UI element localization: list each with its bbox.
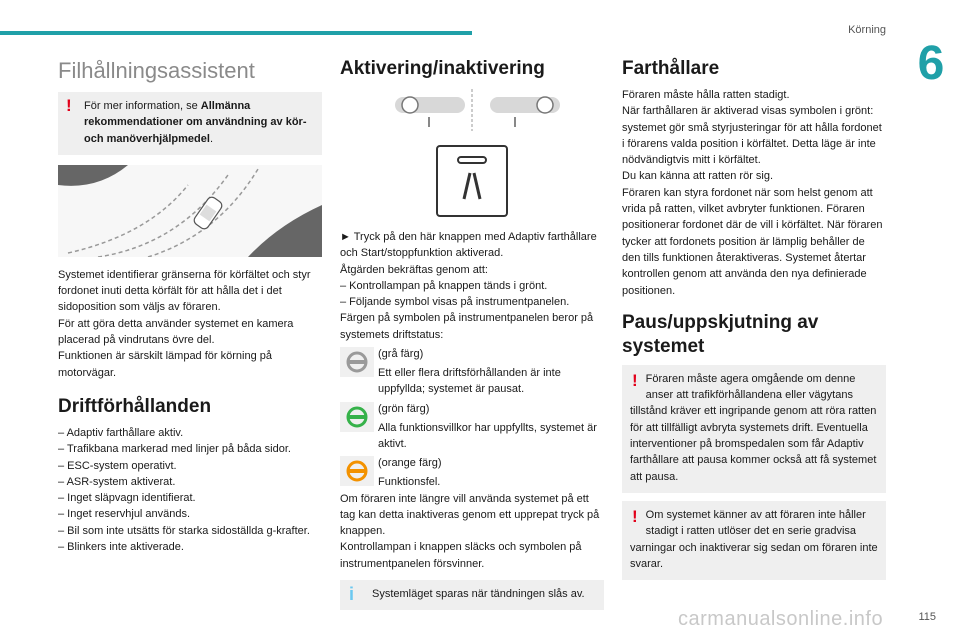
page-title: Filhållningsassistent xyxy=(58,58,255,83)
steering-wheel-diagram xyxy=(340,89,604,139)
condition-item: – Bil som inte utsätts för starka sidoställda g-krafter. xyxy=(58,524,310,537)
header-accent-bar xyxy=(0,31,472,35)
condition-item: – Inget släpvagn identifierat. xyxy=(58,492,196,505)
notice-text: För mer information, se xyxy=(84,100,201,112)
status-orange-label: (orange färg) xyxy=(378,457,442,470)
heading-pause: Paus/uppskjutning av systemet xyxy=(622,311,819,357)
column-1 xyxy=(58,52,322,555)
condition-item: – Adaptiv farthållare aktiv. xyxy=(58,426,184,439)
warning-icon: ! xyxy=(632,370,638,390)
lane-illustration xyxy=(58,165,322,257)
status-gray-label: (grå färg) xyxy=(378,348,424,361)
info-text: Systemläget sparas när tändningen slås av. xyxy=(372,588,585,601)
condition-item: – ASR-system aktiverat. xyxy=(58,475,176,488)
steering-orange-icon xyxy=(340,456,374,486)
heading-activation: Aktivering/inaktivering xyxy=(340,58,545,79)
lane-assist-button-icon xyxy=(438,147,506,215)
steering-wheel-icons xyxy=(340,89,604,139)
status-green-desc: Alla funktionsvillkor har uppfyllts, systemet är aktivt. xyxy=(378,421,597,450)
warning-notice-2 xyxy=(622,501,886,580)
condition-item: – Inget reservhjul används. xyxy=(58,508,191,521)
condition-item: – ESC-system operativt. xyxy=(58,459,177,472)
notice-end: . xyxy=(209,132,213,145)
notice-bold-link[interactable]: Allmänna rekommendationer om användning av kör- och manöverhjälpmedel xyxy=(84,100,307,145)
chapter-number: 6 xyxy=(917,37,945,90)
status-gray xyxy=(340,346,604,364)
warning-icon: ! xyxy=(66,96,72,115)
status-green xyxy=(340,401,604,419)
heading-operating-conditions: Driftförhållanden xyxy=(58,395,212,417)
page-number: 115 xyxy=(918,611,936,623)
warning-notice-1 xyxy=(622,365,886,493)
status-green-label: (grön färg) xyxy=(378,402,430,415)
lane-illustration-svg xyxy=(58,165,322,257)
warning-notice xyxy=(58,92,322,155)
description-paragraph: Systemet identifierar gränserna för körfältet och styr fordonet inuti detta körfält för att hålla det i det sidoposition som väljs av föraren. För att göra detta använder systemet en kamera placerad på vindrutans övre del. Funktionen är särskilt lämpad för körning på motorvägar. xyxy=(58,268,311,379)
activation-instructions: ► Tryck på den här knappen med Adaptiv farthållare och Start/stoppfunktion aktiverad. Åtgärden bekräftas genom att: – Kontrollampan på knappen tänds i grönt. – Följande symbol visas på instrumentpanelen. Färgen på symbolen på instrumentpanelen beror på systemets driftstatus: xyxy=(340,231,597,341)
status-gray-desc: Ett eller flera driftsförhållanden är inte uppfyllda; systemet är pausat. xyxy=(378,367,561,396)
deactivation-paragraph: Om föraren inte längre vill använda systemet på ett tag kan detta inaktiveras genom ett upprepat tryck på knappen. Kontrollampan i knappen släcks och symbolen på instrumentpanelen försvinner. xyxy=(340,492,600,570)
condition-item: – Blinkers inte aktiverade. xyxy=(58,541,184,554)
condition-item: – Trafikbana markerad med linjer på båda sidor. xyxy=(58,443,291,456)
steering-green-icon xyxy=(340,402,374,432)
lane-assist-button[interactable] xyxy=(436,145,508,217)
info-icon: i xyxy=(349,584,355,605)
steering-gray-icon xyxy=(340,347,374,377)
status-orange xyxy=(340,455,604,473)
warning-text-1: Föraren måste agera omgående om denne anser att trafikförhållandena eller vägytans tillstånd kräver ett ingripande genom att röra ratten för att tillfälligt avbryta systemets drift. Eventuella interventioner på bromspedalen som får Adaptiv farthållare att pausa kommer också att få systemet att pausa. xyxy=(630,372,877,483)
heading-cruise: Farthållare xyxy=(622,58,720,79)
column-2 xyxy=(340,52,604,610)
watermark: carmanualsonline.info xyxy=(678,608,884,630)
info-notice xyxy=(340,580,604,610)
section-name: Körning xyxy=(848,24,886,36)
warning-icon: ! xyxy=(632,506,638,526)
column-3 xyxy=(622,52,886,580)
status-orange-desc: Funktionsfel. xyxy=(378,476,441,489)
warning-text-2: Om systemet känner av att föraren inte håller stadigt i ratten utlöser det en serie gradvisa varningar och inaktiverar sig sedan om föraren inte svarar. xyxy=(630,508,878,570)
cruise-paragraph: Föraren måste hålla ratten stadigt. När farthållaren är aktiverad visas symbolen i grönt: systemet gör små styrjusteringar för att hålla fordonet i förarens valda position i körfältet. Detta läge är inte nödvändigtvis mitt i körfältet. Du kan känna att ratten rör sig. Föraren kan styra fordonet när som helst genom att vrida på ratten, vilket avbryter funktionen. Föraren positionerar fordonet där de vill i körfältet. När föraren tycker att fordonets position är lämplig behåller de den tills funktionen återaktiveras. Systemet återtar kontrollen genom att använda den nya definierade positionen. xyxy=(622,89,883,297)
conditions-list xyxy=(58,425,322,555)
